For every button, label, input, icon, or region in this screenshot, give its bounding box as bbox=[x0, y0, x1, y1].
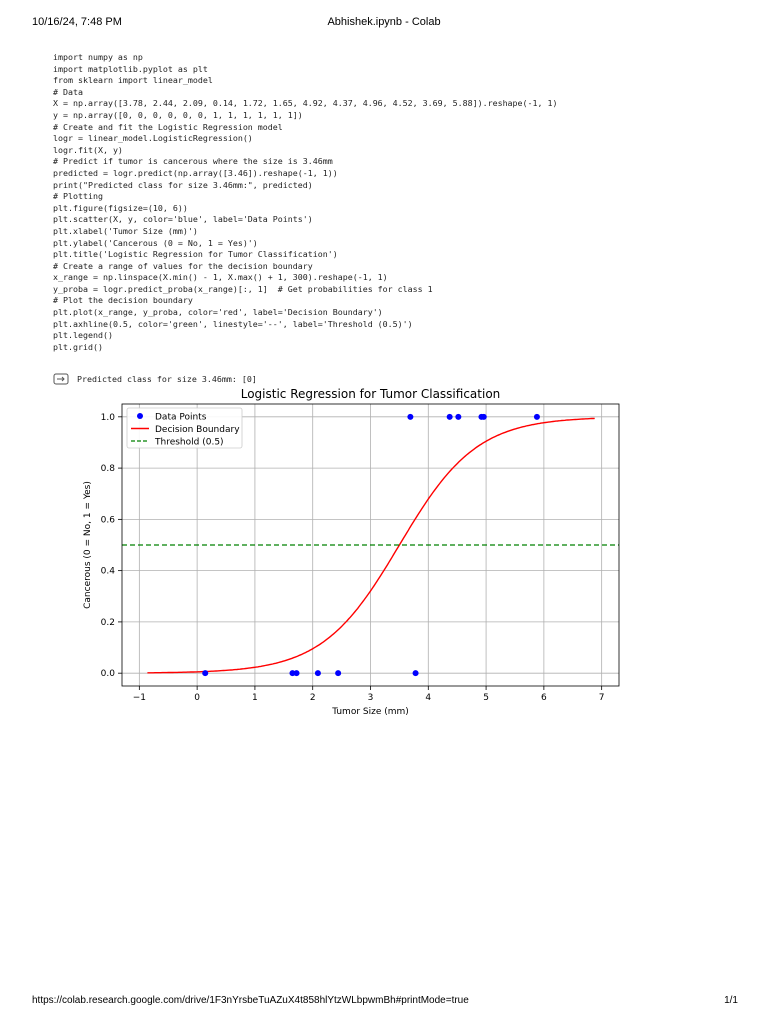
output-toggle-icon[interactable] bbox=[53, 373, 69, 385]
print-url: https://colab.research.google.com/drive/1F3nYrsbeTuAZuX4t858hlYtzWLbpwmBh#printMode=true bbox=[32, 995, 469, 1006]
code-line: logr = linear_model.LogisticRegression() bbox=[53, 133, 253, 144]
x-axis-label: Tumor Size (mm) bbox=[332, 707, 409, 717]
code-line: X = np.array([3.78, 2.44, 2.09, 0.14, 1.72, 1.65, 4.92, 4.37, 4.96, 4.52, 3.69, 5.88]).reshape(-1, 1) bbox=[53, 98, 558, 109]
chart bbox=[70, 386, 630, 726]
code-line: plt.plot(x_range, y_proba, color='red', label='Decision Boundary') bbox=[53, 307, 383, 318]
code-line: # Create a range of values for the decision boundary bbox=[53, 260, 313, 271]
y-tick-label: 0.4 bbox=[100, 566, 115, 577]
code-line: plt.axhline(0.5, color='green', linestyle='--', label='Threshold (0.5)') bbox=[53, 318, 413, 329]
data-point bbox=[413, 670, 419, 676]
y-tick-label: 0.0 bbox=[100, 669, 115, 680]
legend-label: Data Points bbox=[155, 412, 207, 423]
chart-svg bbox=[70, 386, 630, 721]
y-tick-label: 0.8 bbox=[100, 464, 115, 475]
code-line: from sklearn import linear_model bbox=[53, 75, 213, 86]
chart-title: Logistic Regression for Tumor Classification bbox=[240, 387, 501, 401]
code-line: plt.scatter(X, y, color='blue', label='Data Points') bbox=[53, 214, 313, 225]
page-number: 1/1 bbox=[724, 995, 738, 1006]
data-point bbox=[315, 670, 321, 676]
legend-marker-points bbox=[137, 413, 143, 419]
code-line: plt.figure(figsize=(10, 6)) bbox=[53, 202, 188, 213]
x-tick-label: 4 bbox=[425, 693, 432, 703]
x-tick-label: 6 bbox=[541, 693, 547, 703]
data-point bbox=[335, 670, 341, 676]
code-line: plt.title('Logistic Regression for Tumor Classification') bbox=[53, 249, 338, 260]
code-line: plt.ylabel('Cancerous (0 = No, 1 = Yes)') bbox=[53, 237, 258, 248]
code-line: y_proba = logr.predict_proba(x_range)[:, 1] # Get probabilities for class 1 bbox=[53, 283, 433, 294]
x-tick-label: 5 bbox=[483, 693, 489, 703]
code-line: plt.legend() bbox=[53, 330, 113, 341]
code-line: # Predict if tumor is cancerous where the size is 3.46mm bbox=[53, 156, 333, 167]
code-line: # Data bbox=[53, 86, 83, 97]
axis-layer bbox=[101, 413, 605, 703]
x-tick-label: 3 bbox=[367, 693, 374, 703]
data-point bbox=[447, 414, 453, 420]
code-line: logr.fit(X, y) bbox=[53, 144, 123, 155]
y-tick-label: 0.6 bbox=[100, 515, 115, 526]
data-point bbox=[289, 670, 295, 676]
y-axis-label: Cancerous (0 = No, 1 = Yes) bbox=[83, 481, 93, 609]
y-tick-label: 1.0 bbox=[100, 412, 115, 423]
code-line: import numpy as np bbox=[53, 52, 143, 62]
x-tick-label: 0 bbox=[194, 693, 200, 703]
code-line: x_range = np.linspace(X.min() - 1, X.max() + 1, 300).reshape(-1, 1) bbox=[53, 272, 388, 283]
data-point bbox=[481, 414, 487, 420]
code-line: plt.xlabel('Tumor Size (mm)') bbox=[53, 225, 198, 236]
data-point bbox=[202, 670, 208, 676]
legend bbox=[127, 408, 242, 448]
data-point bbox=[407, 414, 413, 420]
x-tick-label: 1 bbox=[252, 693, 258, 703]
code-line: plt.grid() bbox=[53, 341, 103, 352]
code-cell[interactable] bbox=[53, 52, 743, 353]
code-line: predicted = logr.predict(np.array([3.46]).reshape(-1, 1)) bbox=[53, 167, 338, 178]
code-line: y = np.array([0, 0, 0, 0, 0, 0, 1, 1, 1, 1, 1, 1]) bbox=[53, 109, 303, 120]
page-title: Abhishek.ipynb - Colab bbox=[327, 16, 441, 28]
data-point bbox=[455, 414, 461, 420]
x-tick-label: −1 bbox=[132, 693, 146, 703]
code-line: # Plot the decision boundary bbox=[53, 295, 193, 306]
x-tick-label: 7 bbox=[598, 693, 605, 703]
y-tick-label: 0.2 bbox=[100, 617, 115, 628]
print-datetime: 10/16/24, 7:48 PM bbox=[32, 16, 122, 28]
output-text: Predicted class for size 3.46mm: [0] bbox=[77, 374, 257, 384]
code-line: # Create and fit the Logistic Regression model bbox=[53, 121, 283, 132]
code-line: import matplotlib.pyplot as plt bbox=[53, 63, 208, 74]
legend-label: Threshold (0.5) bbox=[155, 437, 224, 448]
data-point bbox=[534, 414, 540, 420]
cell-output bbox=[53, 372, 257, 386]
code-line: print("Predicted class for size 3.46mm:", predicted) bbox=[53, 179, 313, 190]
legend-label: Decision Boundary bbox=[155, 425, 240, 435]
code-line: # Plotting bbox=[53, 191, 103, 202]
x-tick-label: 2 bbox=[309, 693, 316, 703]
